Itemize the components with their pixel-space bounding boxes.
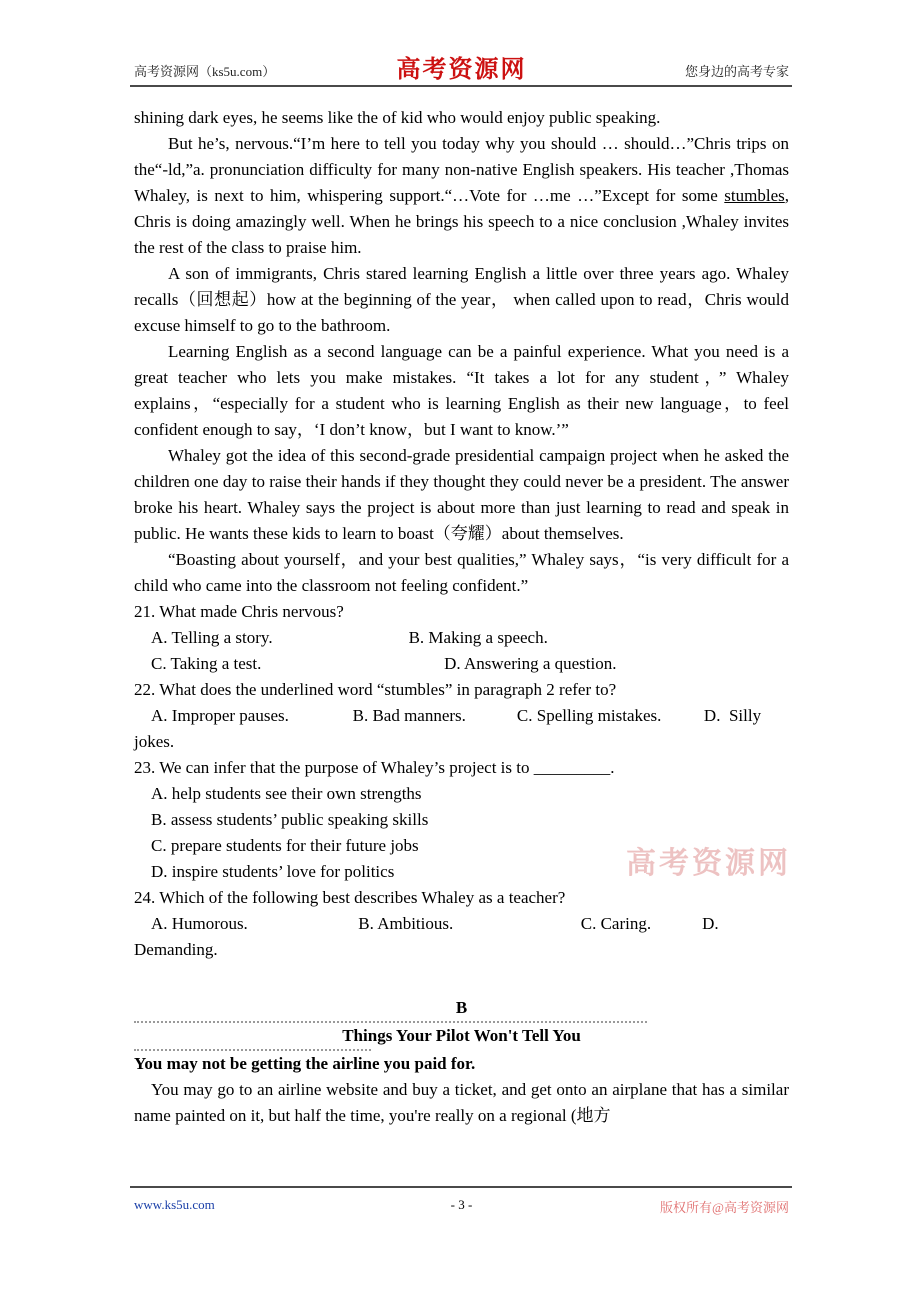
question-22-option-d-overflow: jokes. <box>134 732 175 751</box>
question-21: 21. What made Chris nervous? <box>134 602 344 621</box>
passage-paragraph-3: A son of immigrants, Chris stared learning English a little over three years ago. Whaley recalls（回想起）how at the beginning of the year， when called upon to read，Chris would excuse himself to go to the bathroom. <box>134 264 789 335</box>
question-22-options-row: A. Improper pauses. B. Bad manners. C. Spelling mistakes. D. Silly <box>134 706 762 725</box>
header-site-name: 高考资源网（ks5u.com） <box>134 64 276 79</box>
site-watermark: 高考资源网 <box>626 847 791 880</box>
header-rule <box>130 85 792 87</box>
footer-site-url: www.ks5u.com <box>134 1197 215 1212</box>
question-23-option-c: C. prepare students for their future jobs <box>134 836 419 855</box>
header-slogan: 您身边的高考专家 <box>684 64 789 79</box>
document-body <box>134 105 789 1129</box>
underlined-word-stumbles: stumbles <box>724 186 785 205</box>
question-23-option-d: D. inspire students’ love for politics <box>134 862 395 881</box>
footer-rule <box>130 1186 792 1188</box>
passage-paragraph-6: “Boasting about yourself，and your best qualities,” Whaley says，“is very difficult for a child who came into the classroom not feeling confident.” <box>134 550 789 595</box>
paragraph-2-text-after: , Chris is doing amazingly well. When he brings his speech to a nice conclusion ,Whaley invites the rest of the class to praise him. <box>134 186 789 257</box>
page-header <box>134 50 789 84</box>
passage-paragraph-4: Learning English as a second language can be a painful experience. What you need is a great teacher who lets you make mistakes. “It takes a lot for any student，” Whaley explains，“especially for a student who is learning English as their new language，to feel confident enough to say，‘I don’t know，but I want to know.’” <box>134 342 789 439</box>
section-b-lead-statement: You may not be getting the airline you paid for. <box>134 1054 476 1073</box>
section-b <box>134 995 789 1129</box>
question-21-options-row-2: C. Taking a test. D. Answering a question. <box>134 654 617 673</box>
section-b-paragraph-1: You may go to an airline website and buy a ticket, and get onto an airplane that has a similar name painted on it, but half the time, you're really on a regional (地方 <box>134 1080 789 1125</box>
paragraph-2-text-before: But he’s, nervous.“I’m here to tell you today why you should … should…”Chris trips on the“-ld,”a. pronunciation difficulty for many non-native English speakers. His teacher ,Thomas Whaley, is next to him, whispering support.“…Vote for …me …”Except for some <box>134 134 789 205</box>
page-footer <box>134 1195 789 1215</box>
question-21-options-row-1: A. Telling a story. B. Making a speech. <box>134 628 548 647</box>
question-23-option-a: A. help students see their own strengths <box>134 784 422 803</box>
question-23-option-b: B. assess students’ public speaking skills <box>134 810 429 829</box>
question-24-options-row: A. Humorous. B. Ambitious. C. Caring. D. <box>134 914 719 933</box>
header-logo: 高考资源网 <box>396 57 527 83</box>
passage-continuation-line: shining dark eyes, he seems like the of kid who would enjoy public speaking. <box>134 108 661 127</box>
page-number: - 3 - <box>450 1197 473 1212</box>
question-24-option-d-overflow: Demanding. <box>134 940 218 959</box>
footer-copyright: 版权所有@高考资源网 <box>660 1200 789 1215</box>
question-24: 24. Which of the following best describes Whaley as a teacher? <box>134 888 566 907</box>
question-23: 23. We can infer that the purpose of Whaley’s project is to _________. <box>134 758 615 777</box>
passage-paragraph-5: Whaley got the idea of this second-grade presidential campaign project when he asked the children one day to raise their hands if they thought they could never be a president. The answer broke his heart. Whaley says the project is about more than just learning to read and speak in public. He wants these kids to learn to boast（夸耀）about themselves. <box>134 446 789 543</box>
section-b-title: Things Your Pilot Won't Tell You <box>342 1026 581 1045</box>
section-b-label: B <box>455 998 468 1017</box>
passage-paragraph-2 <box>134 131 789 261</box>
question-22: 22. What does the underlined word “stumbles” in paragraph 2 refer to? <box>134 680 617 699</box>
